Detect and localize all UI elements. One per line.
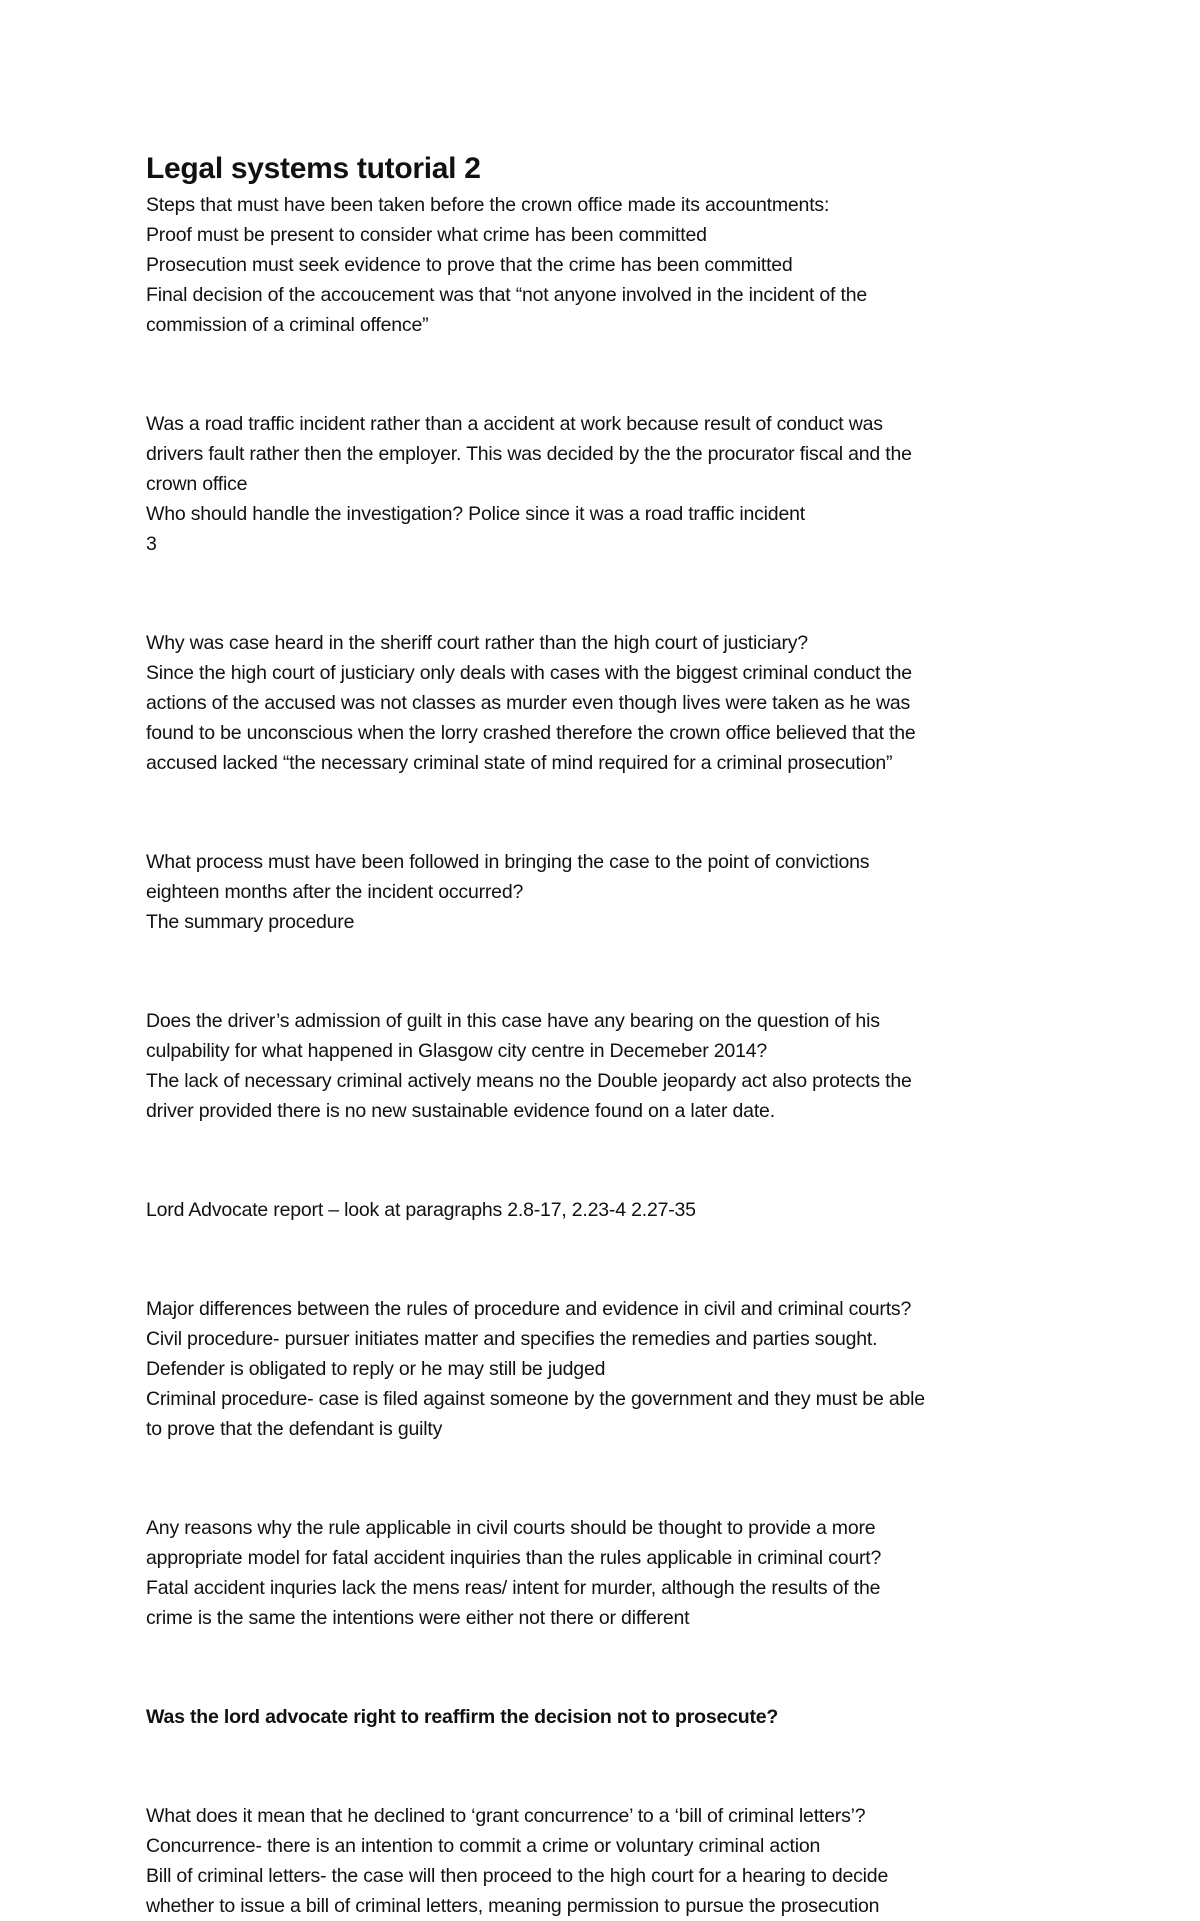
blank-line: [146, 579, 1106, 609]
text-line: Final decision of the accoucement was that “not anyone involved in the incident of the: [146, 284, 868, 306]
text-line: accused lacked “the necessary criminal state of mind required for a criminal prosecution”: [146, 752, 893, 774]
text-line: Defender is obligated to reply or he may still be judged: [146, 1358, 606, 1380]
text-line: Was a road traffic incident rather than a accident at work because result of conduct was: [146, 413, 883, 435]
text-line: What does it mean that he declined to ‘grant concurrence’ to a ‘bill of criminal letters’?: [146, 1805, 866, 1827]
text-line: driver provided there is no new sustainable evidence found on a later date.: [146, 1100, 775, 1122]
text-line: commission of a criminal offence”: [146, 314, 429, 336]
text-line: actions of the accused was not classes as murder even though lives were taken as he was: [146, 692, 911, 714]
text-line: What process must have been followed in bringing the case to the point of convictions: [146, 851, 870, 873]
text-line: whether to issue a bill of criminal letters, meaning permission to pursue the prosecution: [146, 1895, 880, 1917]
text-line: Civil procedure- pursuer initiates matter and specifies the remedies and parties sought.: [146, 1328, 878, 1350]
text-line: Any reasons why the rule applicable in civil courts should be thought to provide a more: [146, 1517, 876, 1539]
blank-line: [146, 957, 1106, 987]
text-line: appropriate model for fatal accident inquiries than the rules applicable in criminal court?: [146, 1547, 882, 1569]
blank-line: [146, 1146, 1106, 1176]
blank-line: [146, 360, 1106, 390]
text-line: Who should handle the investigation? Police since it was a road traffic incident: [146, 503, 805, 525]
blank-line: [146, 1752, 1106, 1782]
text-line: drivers fault rather then the employer. This was decided by the the procurator fiscal and the: [146, 443, 912, 465]
text-line: to prove that the defendant is guilty: [146, 1418, 443, 1440]
text-line: Fatal accident inquries lack the mens reas/ intent for murder, although the results of the: [146, 1577, 881, 1599]
text-line: crown office: [146, 473, 248, 495]
text-line: The summary procedure: [146, 911, 355, 933]
document-title: Legal systems tutorial 2: [146, 152, 481, 185]
text-line: The lack of necessary criminal actively means no the Double jeopardy act also protects the: [146, 1070, 912, 1092]
text-line: found to be unconscious when the lorry crashed therefore the crown office believed that the: [146, 722, 916, 744]
text-line: Does the driver’s admission of guilt in this case have any bearing on the question of his: [146, 1010, 880, 1032]
text-line: eighteen months after the incident occurred?: [146, 881, 524, 903]
text-line: culpability for what happened in Glasgow city centre in Decemeber 2014?: [146, 1040, 767, 1062]
text-line: Criminal procedure- case is filed against someone by the government and they must be able: [146, 1388, 925, 1410]
document-body: [146, 150, 1106, 1921]
text-line: Prosecution must seek evidence to prove that the crime has been committed: [146, 254, 793, 276]
text-line: Since the high court of justiciary only deals with cases with the biggest criminal conduct the: [146, 662, 912, 684]
text-line: Major differences between the rules of procedure and evidence in civil and criminal courts?: [146, 1298, 912, 1320]
text-line: Was the lord advocate right to reaffirm the decision not to prosecute?: [146, 1706, 779, 1728]
text-line: Why was case heard in the sheriff court rather than the high court of justiciary?: [146, 632, 808, 654]
document-lines: [146, 190, 1106, 1921]
blank-line: [146, 1464, 1106, 1494]
blank-line: [146, 1653, 1106, 1683]
text-line: Proof must be present to consider what crime has been committed: [146, 224, 707, 246]
text-line: Bill of criminal letters- the case will then proceed to the high court for a hearing to decide: [146, 1865, 889, 1887]
text-line: crime is the same the intentions were either not there or different: [146, 1607, 690, 1629]
text-line: 3: [146, 533, 157, 555]
text-line: Steps that must have been taken before the crown office made its accountments:: [146, 194, 830, 216]
blank-line: [146, 798, 1106, 828]
text-line: Lord Advocate report – look at paragraphs 2.8-17, 2.23-4 2.27-35: [146, 1199, 696, 1221]
blank-line: [146, 1245, 1106, 1275]
text-line: Concurrence- there is an intention to commit a crime or voluntary criminal action: [146, 1835, 821, 1857]
